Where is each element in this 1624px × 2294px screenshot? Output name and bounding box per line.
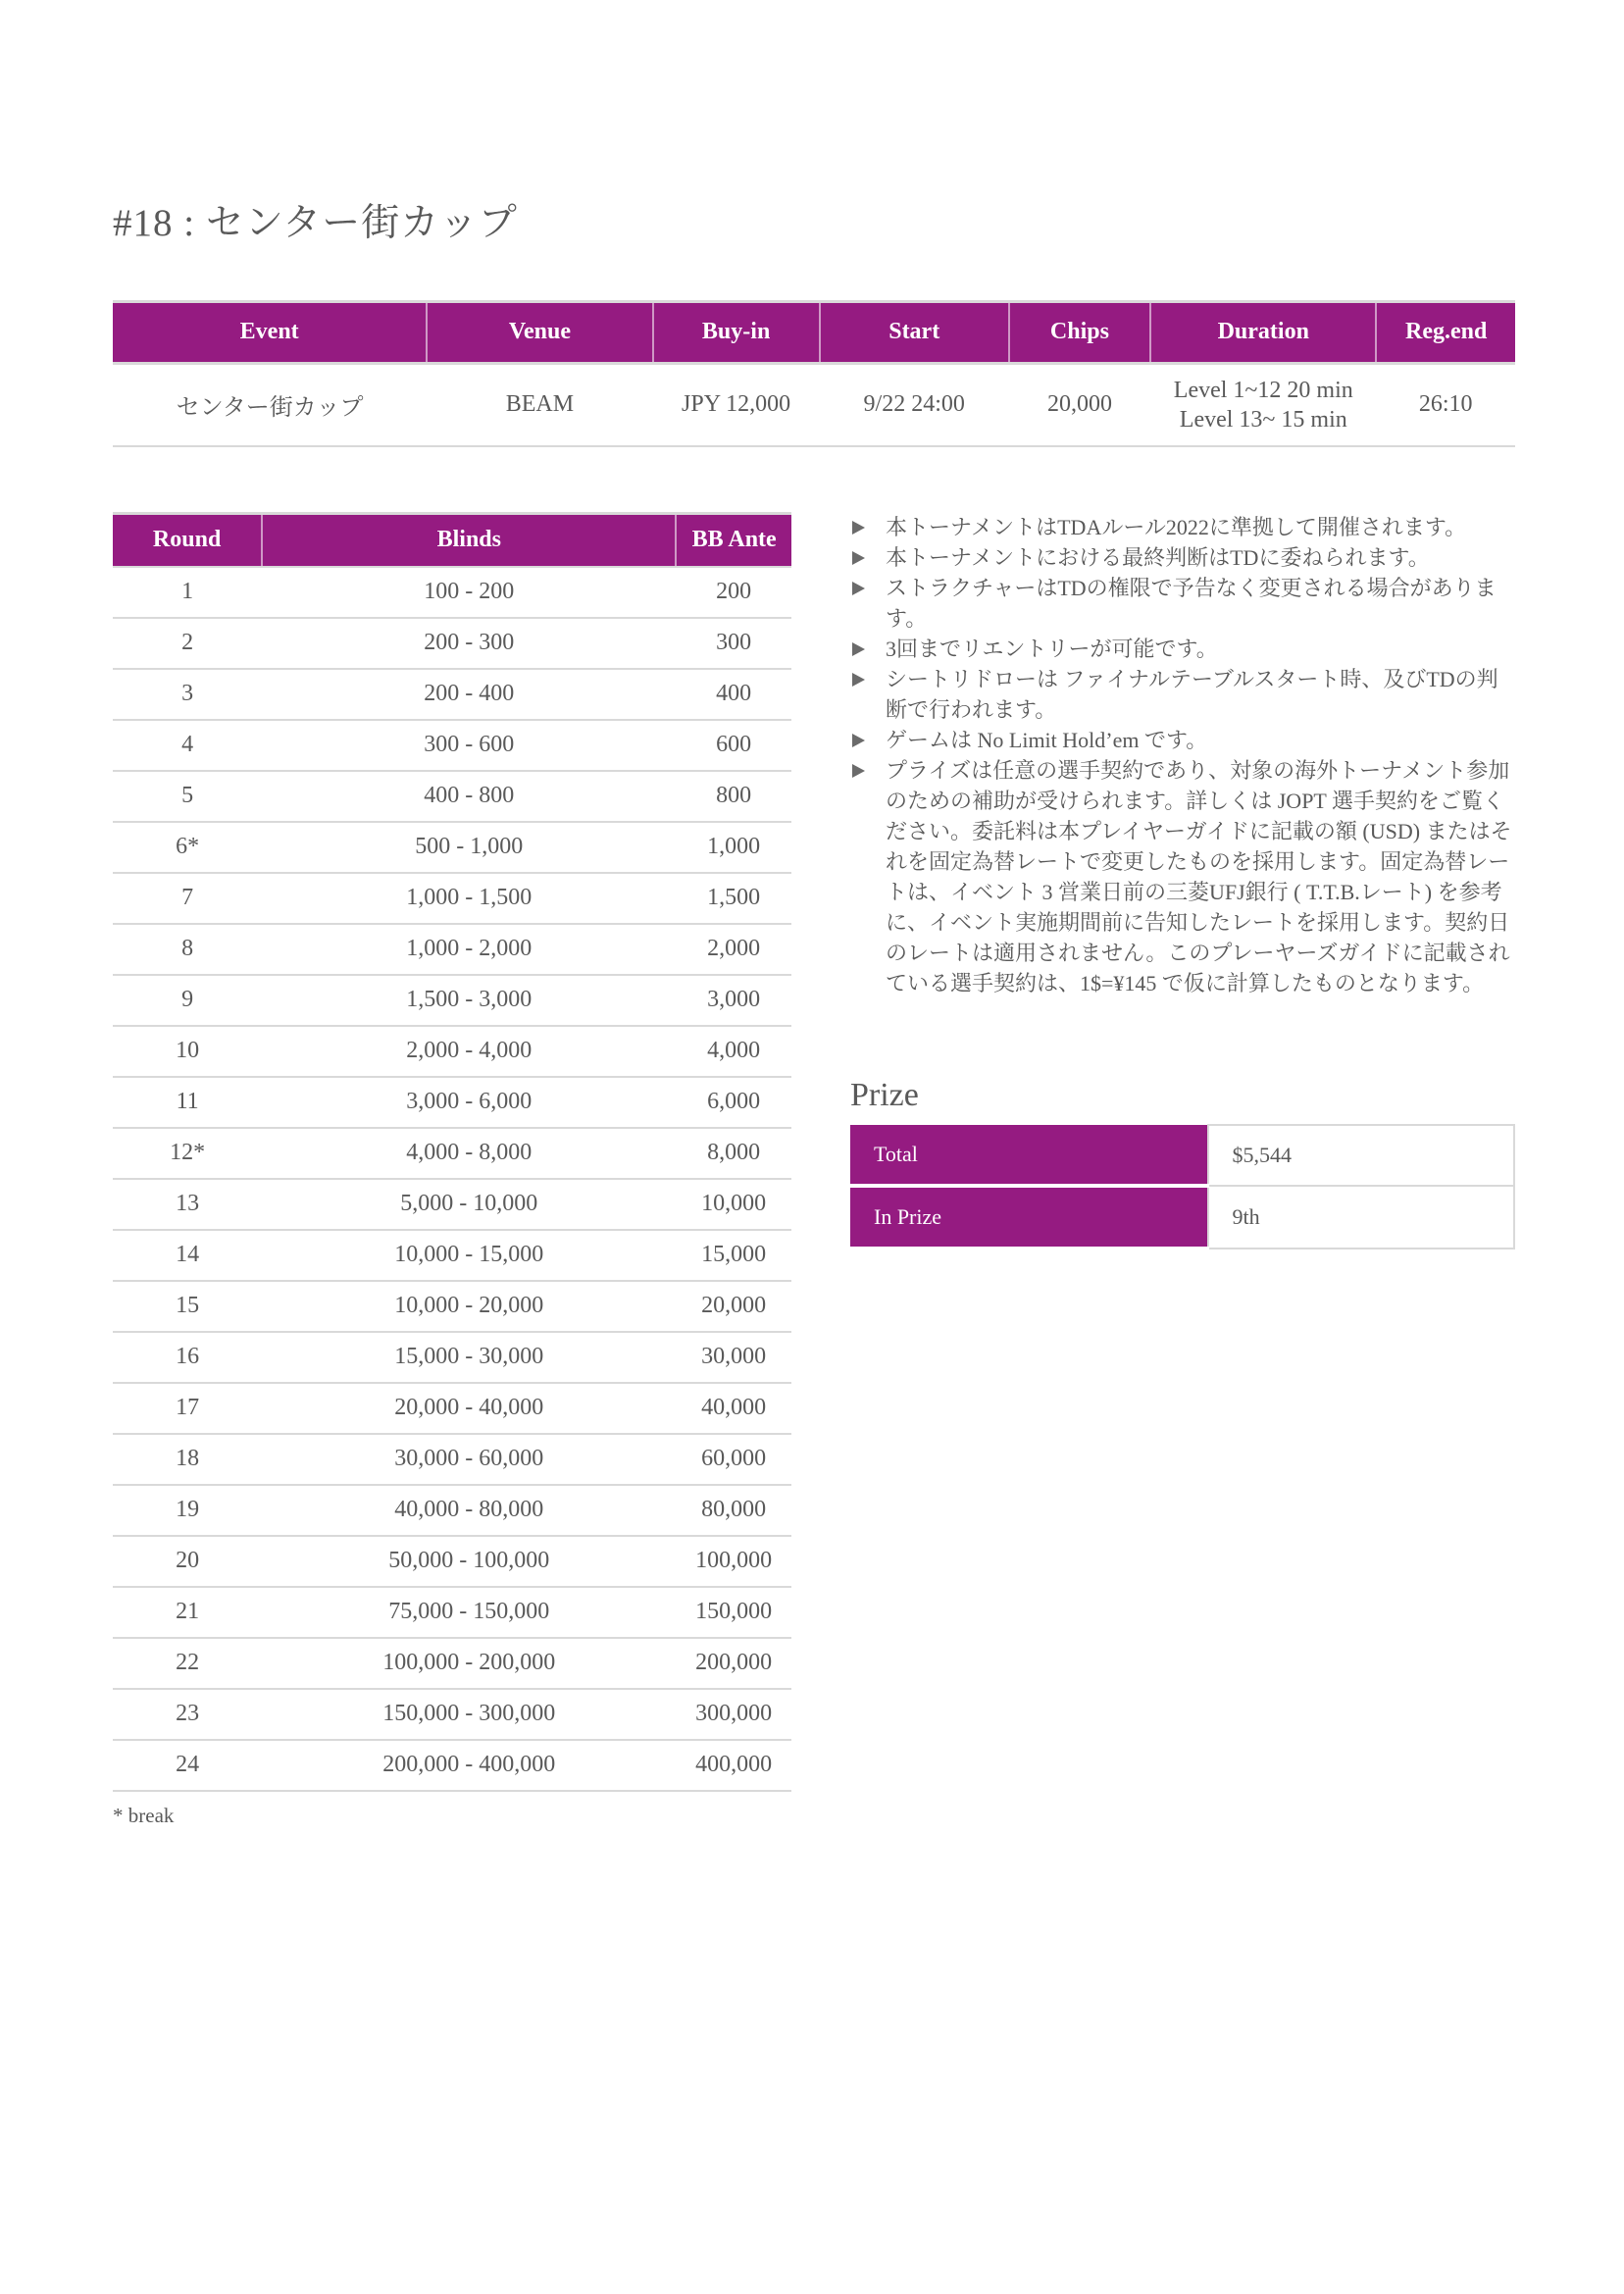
round-cell: 9 xyxy=(113,975,262,1026)
round-cell: 5 xyxy=(113,771,262,822)
bb-ante-cell: 800 xyxy=(676,771,791,822)
event-header-chips: Chips xyxy=(1009,301,1150,363)
blinds-cell: 20,000 - 40,000 xyxy=(262,1383,676,1434)
bb-ante-cell: 150,000 xyxy=(676,1587,791,1638)
structure-table-row xyxy=(113,1026,791,1077)
bb-ante-cell: 10,000 xyxy=(676,1179,791,1230)
round-cell: 6* xyxy=(113,822,262,873)
page-content xyxy=(0,202,1624,1828)
prize-value-cell: 9th xyxy=(1208,1186,1515,1249)
round-cell: 2 xyxy=(113,618,262,669)
prize-heading: Prize xyxy=(850,1076,919,1113)
structure-table-row xyxy=(113,822,791,873)
prize-table-row xyxy=(850,1186,1514,1249)
structure-table-row xyxy=(113,720,791,771)
bb-ante-cell: 30,000 xyxy=(676,1332,791,1383)
prize-label-cell: In Prize xyxy=(850,1186,1208,1249)
blinds-cell: 5,000 - 10,000 xyxy=(262,1179,676,1230)
rules-list xyxy=(850,512,1515,998)
bullet-col xyxy=(850,573,886,603)
event-header-buyin: Buy-in xyxy=(653,301,820,363)
bb-ante-cell: 4,000 xyxy=(676,1026,791,1077)
round-cell: 16 xyxy=(113,1332,262,1383)
buyin-cell: JPY 12,000 xyxy=(653,363,820,446)
round-cell: 15 xyxy=(113,1281,262,1332)
structure-header-bbante: BB Ante xyxy=(676,513,791,567)
bb-ante-cell: 20,000 xyxy=(676,1281,791,1332)
blinds-structure-table xyxy=(113,512,791,1792)
prize-value-cell: $5,544 xyxy=(1208,1125,1515,1186)
structure-table-row xyxy=(113,1638,791,1689)
structure-table-row xyxy=(113,975,791,1026)
blinds-cell: 100 - 200 xyxy=(262,567,676,618)
round-cell: 13 xyxy=(113,1179,262,1230)
bullet-col xyxy=(850,512,886,542)
bullet-arrow-icon xyxy=(852,673,865,687)
round-cell: 19 xyxy=(113,1485,262,1536)
bb-ante-cell: 60,000 xyxy=(676,1434,791,1485)
event-name-cell: センター街カップ xyxy=(113,363,427,446)
bb-ante-cell: 300,000 xyxy=(676,1689,791,1740)
blinds-cell: 200 - 400 xyxy=(262,669,676,720)
event-table-header-row xyxy=(113,301,1515,363)
rule-list-item xyxy=(850,755,1515,998)
blinds-cell: 40,000 - 80,000 xyxy=(262,1485,676,1536)
structure-table-row xyxy=(113,1230,791,1281)
structure-table-row xyxy=(113,567,791,618)
blinds-cell: 1,500 - 3,000 xyxy=(262,975,676,1026)
blinds-cell: 15,000 - 30,000 xyxy=(262,1332,676,1383)
structure-table-row xyxy=(113,1689,791,1740)
blinds-cell: 200 - 300 xyxy=(262,618,676,669)
rule-text: 3回までリエントリーが可能です。 xyxy=(886,636,1218,661)
structure-table-row xyxy=(113,1383,791,1434)
round-cell: 21 xyxy=(113,1587,262,1638)
start-cell: 9/22 24:00 xyxy=(820,363,1009,446)
regend-cell: 26:10 xyxy=(1376,363,1515,446)
blinds-cell: 300 - 600 xyxy=(262,720,676,771)
bullet-arrow-icon xyxy=(852,582,865,595)
bullet-arrow-icon xyxy=(852,551,865,565)
round-cell: 23 xyxy=(113,1689,262,1740)
bullet-arrow-icon xyxy=(852,734,865,747)
blinds-cell: 100,000 - 200,000 xyxy=(262,1638,676,1689)
structure-table-row xyxy=(113,1128,791,1179)
bullet-arrow-icon xyxy=(852,521,865,535)
event-header-event: Event xyxy=(113,301,427,363)
event-header-regend: Reg.end xyxy=(1376,301,1515,363)
prize-table-row xyxy=(850,1125,1514,1186)
rule-list-item xyxy=(850,542,1515,573)
bb-ante-cell: 8,000 xyxy=(676,1128,791,1179)
prize-table xyxy=(850,1124,1515,1250)
bb-ante-cell: 200,000 xyxy=(676,1638,791,1689)
blinds-cell: 10,000 - 20,000 xyxy=(262,1281,676,1332)
bb-ante-cell: 6,000 xyxy=(676,1077,791,1128)
rule-text: 本トーナメントはTDAルール2022に準拠して開催されます。 xyxy=(886,514,1467,539)
blinds-cell: 75,000 - 150,000 xyxy=(262,1587,676,1638)
bullet-arrow-icon xyxy=(852,642,865,656)
structure-table-row xyxy=(113,771,791,822)
duration-line-1: Level 1~12 20 min xyxy=(1173,377,1353,403)
bullet-col xyxy=(850,634,886,664)
break-footnote: * break xyxy=(113,1803,175,1827)
bb-ante-cell: 600 xyxy=(676,720,791,771)
bb-ante-cell: 400,000 xyxy=(676,1740,791,1791)
event-table-data-row xyxy=(113,363,1515,446)
round-cell: 24 xyxy=(113,1740,262,1791)
bb-ante-cell: 400 xyxy=(676,669,791,720)
round-cell: 7 xyxy=(113,873,262,924)
round-cell: 1 xyxy=(113,567,262,618)
structure-table-row xyxy=(113,1281,791,1332)
event-header-start: Start xyxy=(820,301,1009,363)
round-cell: 17 xyxy=(113,1383,262,1434)
rule-text: シートリドローは ファイナルテーブルスタート時、及びTDの判断で行われます。 xyxy=(886,666,1498,722)
bb-ante-cell: 15,000 xyxy=(676,1230,791,1281)
event-header-duration: Duration xyxy=(1150,301,1376,363)
structure-header-blinds: Blinds xyxy=(262,513,676,567)
structure-table-row xyxy=(113,873,791,924)
blinds-cell: 1,000 - 1,500 xyxy=(262,873,676,924)
structure-table-row xyxy=(113,1536,791,1587)
blinds-cell: 4,000 - 8,000 xyxy=(262,1128,676,1179)
bb-ante-cell: 1,000 xyxy=(676,822,791,873)
structure-table-row xyxy=(113,1587,791,1638)
rule-list-item xyxy=(850,634,1515,664)
round-cell: 4 xyxy=(113,720,262,771)
structure-table-row xyxy=(113,1179,791,1230)
bb-ante-cell: 40,000 xyxy=(676,1383,791,1434)
structure-table-row xyxy=(113,669,791,720)
round-cell: 18 xyxy=(113,1434,262,1485)
rule-list-item xyxy=(850,512,1515,542)
blinds-cell: 2,000 - 4,000 xyxy=(262,1026,676,1077)
round-cell: 20 xyxy=(113,1536,262,1587)
bullet-col xyxy=(850,725,886,755)
round-cell: 10 xyxy=(113,1026,262,1077)
rule-list-item xyxy=(850,573,1515,634)
round-cell: 22 xyxy=(113,1638,262,1689)
rules-and-prize-section xyxy=(850,512,1515,1250)
rule-list-item xyxy=(850,725,1515,755)
bb-ante-cell: 1,500 xyxy=(676,873,791,924)
bb-ante-cell: 2,000 xyxy=(676,924,791,975)
round-cell: 8 xyxy=(113,924,262,975)
structure-table-row xyxy=(113,1077,791,1128)
bb-ante-cell: 200 xyxy=(676,567,791,618)
blinds-cell: 1,000 - 2,000 xyxy=(262,924,676,975)
bullet-arrow-icon xyxy=(852,764,865,778)
blinds-cell: 10,000 - 15,000 xyxy=(262,1230,676,1281)
bb-ante-cell: 3,000 xyxy=(676,975,791,1026)
rule-text: ゲームは No Limit Hold’em です。 xyxy=(886,727,1208,752)
blinds-cell: 50,000 - 100,000 xyxy=(262,1536,676,1587)
bb-ante-cell: 80,000 xyxy=(676,1485,791,1536)
blinds-cell: 3,000 - 6,000 xyxy=(262,1077,676,1128)
prize-label-cell: Total xyxy=(850,1125,1208,1186)
structure-table-row xyxy=(113,618,791,669)
round-cell: 11 xyxy=(113,1077,262,1128)
structure-table-row xyxy=(113,1332,791,1383)
event-header-venue: Venue xyxy=(427,301,652,363)
blinds-cell: 200,000 - 400,000 xyxy=(262,1740,676,1791)
venue-cell: BEAM xyxy=(427,363,652,446)
blinds-structure-section xyxy=(113,512,791,1828)
blinds-cell: 30,000 - 60,000 xyxy=(262,1434,676,1485)
structure-table-row xyxy=(113,1485,791,1536)
blinds-cell: 150,000 - 300,000 xyxy=(262,1689,676,1740)
bullet-col xyxy=(850,664,886,694)
two-column-area xyxy=(113,512,1515,1828)
round-cell: 14 xyxy=(113,1230,262,1281)
structure-header-round: Round xyxy=(113,513,262,567)
chips-cell: 20,000 xyxy=(1009,363,1150,446)
bb-ante-cell: 300 xyxy=(676,618,791,669)
event-info-table xyxy=(113,300,1515,447)
structure-table-row xyxy=(113,924,791,975)
rule-text: プライズは任意の選手契約であり、対象の海外トーナメント参加のための補助が受けられます。詳しくは JOPT 選手契約をご覧ください。委託料は本プレイヤーガイドに記載の額 (USD) またはそれを固定為替レートで変更したものを採用します。固定為替レートは、イベント 3 営業日前の三菱UFJ銀行 ( T.T.B.レート) を参考に、イベント実施期間前に告知したレートを採用します。契約日のレートは適用されません。このプレーヤーズガイドに記載されている選手契約は、1$=¥145 で仮に計算したものとなります。 xyxy=(886,757,1512,995)
round-cell: 3 xyxy=(113,669,262,720)
duration-line-2: Level 13~ 15 min xyxy=(1179,406,1347,433)
structure-table-row xyxy=(113,1740,791,1791)
rule-text: 本トーナメントにおける最終判断はTDに委ねられます。 xyxy=(886,544,1430,570)
page-title: #18 : センター街カップ xyxy=(113,202,518,244)
blinds-cell: 500 - 1,000 xyxy=(262,822,676,873)
blinds-cell: 400 - 800 xyxy=(262,771,676,822)
round-cell: 12* xyxy=(113,1128,262,1179)
bullet-col xyxy=(850,755,886,786)
structure-header-row xyxy=(113,513,791,567)
bb-ante-cell: 100,000 xyxy=(676,1536,791,1587)
bullet-col xyxy=(850,542,886,573)
structure-table-row xyxy=(113,1434,791,1485)
rule-list-item xyxy=(850,664,1515,725)
duration-cell xyxy=(1150,363,1376,446)
rule-text: ストラクチャーはTDの権限で予告なく変更される場合があります。 xyxy=(886,575,1497,631)
